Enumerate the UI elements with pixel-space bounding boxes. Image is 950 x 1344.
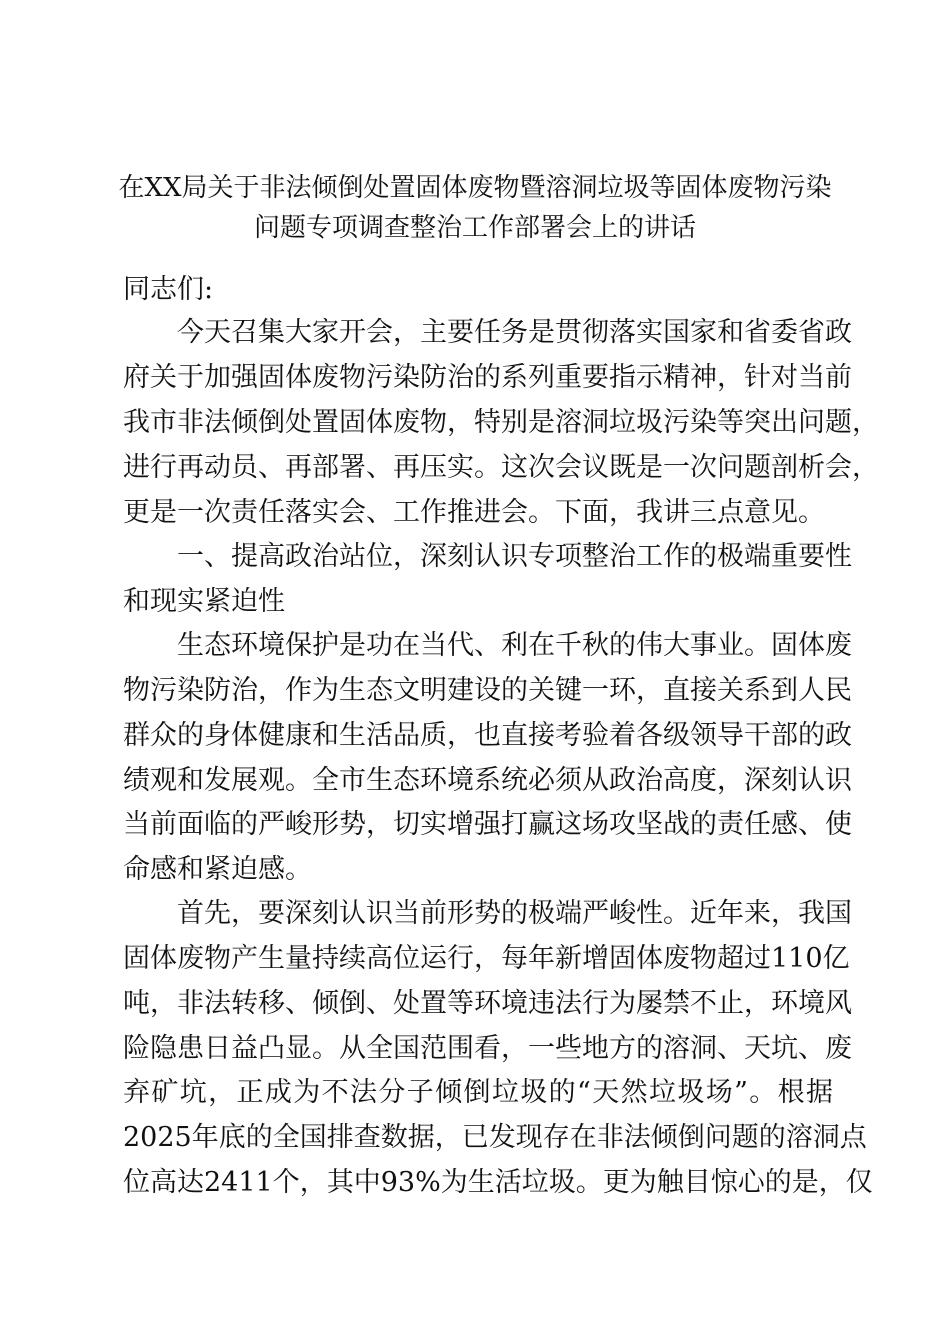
paragraph-line: 2025年底的全国排查数据，已发现存在非法倾倒问题的溶洞点: [123, 1122, 867, 1153]
paragraph-line: 更是一次责任落实会、工作推进会。下面，我讲三点意见。: [123, 497, 825, 528]
paragraph-line: 我市非法倾倒处置固体废物，特别是溶洞垃圾污染等突出问题，: [123, 407, 879, 438]
paragraph-line: 生态环境保护是功在当代、利在千秋的伟大事业。固体废: [177, 630, 852, 661]
paragraph-line: 当前面临的严峻形势，切实增强打赢这场攻坚战的责任感、使: [123, 809, 852, 840]
salutation: 同志们:: [123, 274, 214, 305]
paragraph-line: 首先，要深刻认识当前形势的极端严峻性。近年来，我国: [177, 898, 852, 929]
section-heading-line: 和现实紧迫性: [123, 586, 285, 617]
section-heading-line: 一、提高政治站位，深刻认识专项整治工作的极端重要性: [177, 541, 852, 572]
paragraph-line: 绩观和发展观。全市生态环境系统必须从政治高度，深刻认识: [123, 765, 852, 796]
paragraph-line: 弃矿坑，正成为不法分子倾倒垃圾的“天然垃圾场”。根据: [123, 1077, 833, 1108]
paragraph-line: 群众的身体健康和生活品质，也直接考验着各级领导干部的政: [123, 720, 852, 751]
paragraph-line: 府关于加强固体废物污染防治的系列重要指示精神，针对当前: [123, 362, 852, 393]
paragraph-line: 今天召集大家开会，主要任务是贯彻落实国家和省委省政: [177, 317, 852, 348]
paragraph-line: 位高达2411个，其中93%为生活垃圾。更为触目惊心的是，仅: [123, 1167, 873, 1198]
paragraph-line: 进行再动员、再部署、再压实。这次会议既是一次问题剖析会，: [123, 452, 879, 483]
document-title-line-1: 在XX局关于非法倾倒处置固体废物暨溶洞垃圾等固体废物污染: [118, 173, 832, 203]
paragraph-line: 吨，非法转移、倾倒、处置等环境违法行为屡禁不止，环境风: [123, 988, 852, 1019]
paragraph-line: 物污染防治，作为生态文明建设的关键一环，直接关系到人民: [123, 675, 852, 706]
document-title-line-2: 问题专项调查整治工作部署会上的讲话: [253, 213, 696, 243]
paragraph-line: 命感和紧迫感。: [123, 854, 312, 885]
paragraph-line: 险隐患日益凸显。从全国范围看，一些地方的溶洞、天坑、废: [123, 1033, 852, 1064]
paragraph-line: 固体废物产生量持续高位运行，每年新增固体废物超过110亿: [123, 943, 850, 974]
